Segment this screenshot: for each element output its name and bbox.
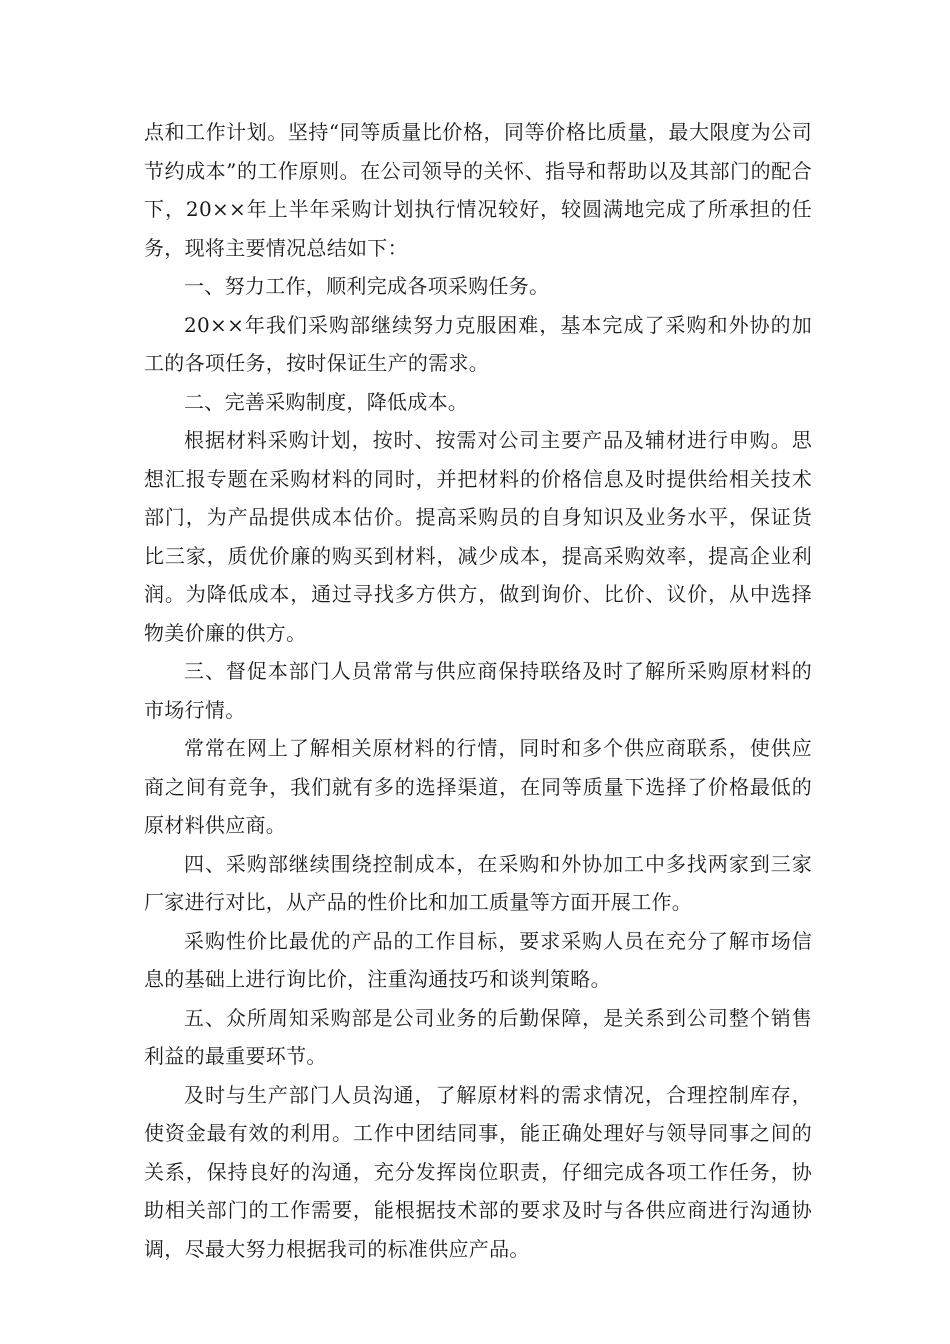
paragraph-section-2: 根据材料采购计划，按时、按需对公司主要产品及辅材进行申购。思想汇报专题在采购材料的同时，并把材料的价格信息及时提供给相关技术部门，为产品提供成本估价。提高采购员的自身知识及业务水平，保证货比三家，质优价廉的购买到材料，减少成本，提高采购效率，提高企业利润。为降低成本，通过寻找多方供方，做到询价、比价、议价，从中选择物美价廉的供方。 (144, 428, 812, 645)
paragraph-section-3: 常常在网上了解相关原材料的行情，同时和多个供应商联系，使供应商之间有竞争，我们就有多的选择渠道，在同等质量下选择了价格最低的原材料供应商。 (144, 736, 812, 837)
paragraph-intro: 点和工作计划。坚持“同等质量比价格，同等价格比质量，最大限度为公司节约成本”的工作原则。在公司领导的关怀、指导和帮助以及其部门的配合下，20××年上半年采购计划执行情况较好，较圆满地完成了所承担的任务，现将主要情况总结如下： (144, 120, 812, 260)
section-heading-2: 二、完善采购制度，降低成本。 (184, 389, 469, 414)
paragraph-section-5: 及时与生产部门人员沟通，了解原材料的需求情况，合理控制库存，使资金最有效的利用。工作中团结同事，能正确处理好与领导同事之间的关系，保持良好的沟通，充分发挥岗位职责，仔细完成各项工作任务，协助相关部门的工作需要，能根据技术部的要求及时与各供应商进行沟通协调，尽最大努力根据我司的标准供应产品。 (144, 1082, 812, 1261)
section-heading-5: 五、众所周知采购部是公司业务的后勤保障，是关系到公司整个销售利益的最重要环节。 (144, 1005, 812, 1068)
paragraph-section-1: 20××年我们采购部继续努力克服困难，基本完成了采购和外协的加工的各项任务，按时保证生产的需求。 (144, 312, 812, 375)
section-heading-3: 三、督促本部门人员常常与供应商保持联络及时了解所采购原材料的市场行情。 (144, 659, 812, 722)
document-body (144, 113, 812, 1268)
section-heading-1: 一、努力工作，顺利完成各项采购任务。 (184, 274, 550, 298)
section-heading-4: 四、采购部继续围绕控制成本，在采购和外协加工中多找两家到三家厂家进行对比，从产品的性价比和加工质量等方面开展工作。 (144, 851, 812, 914)
paragraph-section-4: 采购性价比最优的产品的工作目标，要求采购人员在充分了解市场信息的基础上进行询比价，注重沟通技巧和谈判策略。 (144, 928, 812, 991)
